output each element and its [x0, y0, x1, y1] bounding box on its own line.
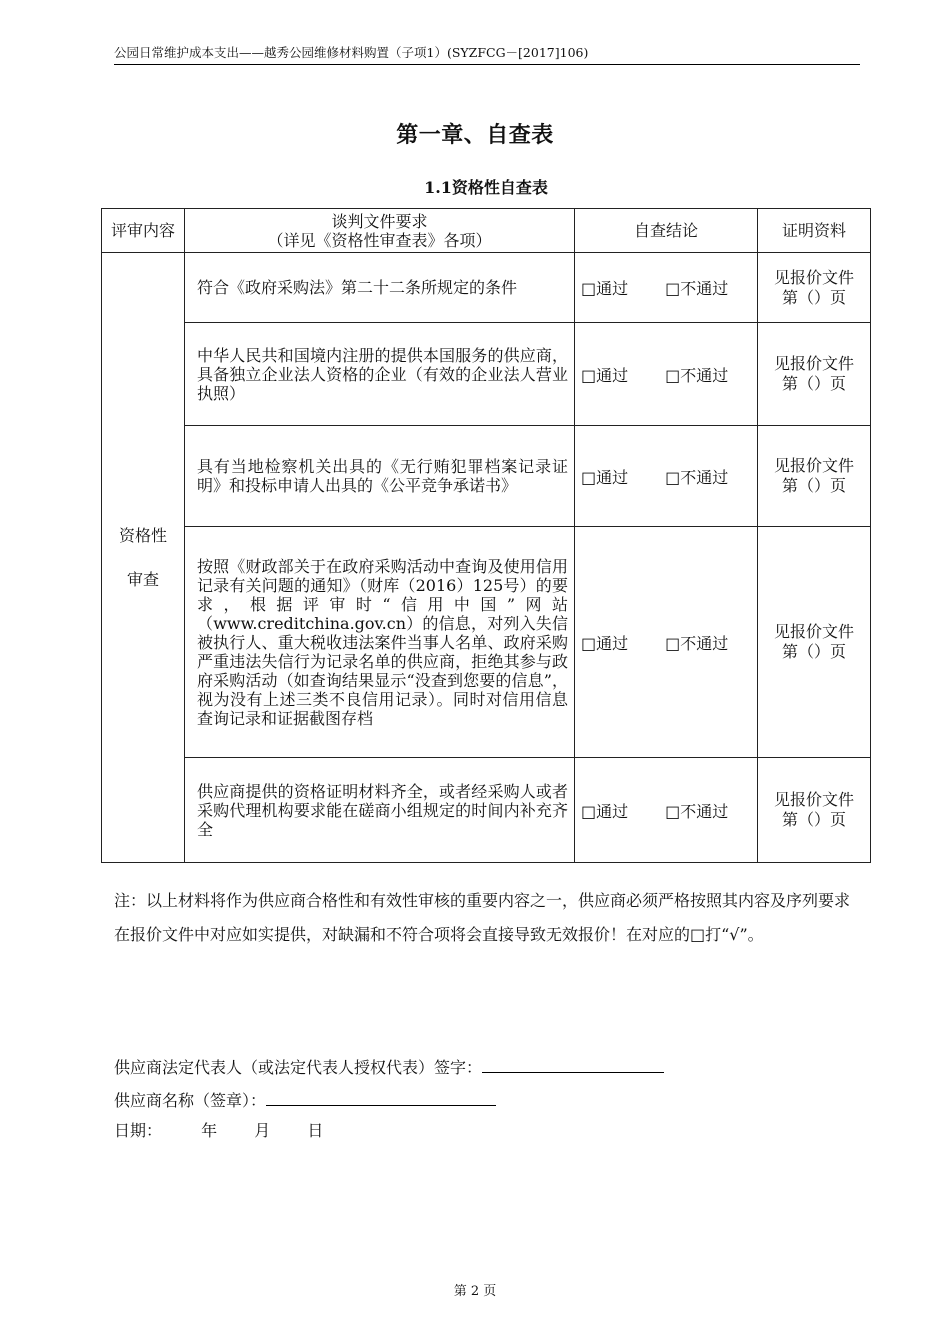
- note-paragraph: 注：以上材料将作为供应商合格性和有效性审核的重要内容之一，供应商必须严格按照其内容及序列要求在报价文件中对应如实提供，对缺漏和不符合项将会直接导致无效报价！在对应的□打“√”。: [114, 891, 851, 944]
- category-cell: [102, 253, 185, 863]
- date-label: 日期：: [114, 1121, 163, 1140]
- header-requirement: [185, 209, 575, 253]
- table-row: [102, 323, 871, 426]
- result-cell: [575, 527, 758, 758]
- representative-signature-field[interactable]: [482, 1054, 664, 1073]
- proof-line2: 第（）页: [781, 810, 846, 829]
- date-year: 年: [201, 1121, 218, 1140]
- date-month: 月: [254, 1121, 271, 1140]
- header-requirement-line2: （详见《资格性审查表》各项）: [267, 230, 492, 250]
- table-row: [102, 527, 871, 758]
- proof-line1: 见报价文件: [773, 622, 854, 641]
- supplier-name-label: 供应商名称（签章）：: [114, 1091, 267, 1110]
- proof-line1: 见报价文件: [773, 790, 854, 809]
- result-cell: [575, 426, 758, 527]
- proof-cell: [758, 323, 871, 426]
- requirement-cell: 中华人民共和国境内注册的提供本国服务的供应商，具备独立企业法人资格的企业（有效的企业法人营业执照）: [185, 323, 575, 426]
- table-row: [102, 426, 871, 527]
- proof-cell: [758, 426, 871, 527]
- pass-checkbox[interactable]: □通过: [581, 467, 629, 487]
- date-line: [114, 1120, 323, 1142]
- table-header-row: [102, 209, 871, 253]
- proof-cell: [758, 758, 871, 863]
- proof-cell: [758, 253, 871, 323]
- pass-checkbox[interactable]: □通过: [581, 279, 629, 298]
- fail-checkbox[interactable]: □不通过: [665, 801, 729, 821]
- proof-line2: 第（）页: [781, 374, 846, 393]
- fail-checkbox[interactable]: □不通过: [665, 633, 729, 653]
- result-cell: [575, 323, 758, 426]
- requirement-cell: 按照《财政部关于在政府采购活动中查询及使用信用记录有关问题的通知》（财库（2016）125号）的要求，根据评审时“信用中国”网站（www.creditchina.gov.cn）的信息，对列入失信被执行人、重大税收违法案件当事人名单、政府采购严重违法失信行为记录名单的供应商，拒绝其参与政府采购活动（如查询结果显示“没查到您要的信息”，视为没有上述三类不良信用记录）。同时对信用信息查询记录和证据截图存档: [185, 527, 575, 758]
- pass-checkbox[interactable]: □通过: [581, 633, 629, 653]
- category-line2: 审查: [126, 569, 159, 589]
- requirement-cell: 符合《政府采购法》第二十二条所规定的条件: [185, 253, 575, 323]
- proof-line2: 第（）页: [781, 642, 846, 661]
- page-header: 公园日常维护成本支出——越秀公园维修材料购置（子项1）(SYZFCG－[2017]106): [114, 44, 860, 65]
- table-row: [102, 758, 871, 863]
- fail-checkbox[interactable]: □不通过: [665, 467, 729, 487]
- header-proof: 证明资料: [758, 209, 871, 253]
- supplier-name-line: [114, 1087, 496, 1112]
- header-result: 自查结论: [575, 209, 758, 253]
- requirement-cell: 具有当地检察机关出具的《无行贿犯罪档案记录证明》和投标申请人出具的《公平竞争承诺书》: [185, 426, 575, 527]
- header-requirement-line1: 谈判文件要求: [331, 211, 428, 231]
- pass-checkbox[interactable]: □通过: [581, 801, 629, 821]
- chapter-title: 第一章、自查表: [396, 122, 554, 148]
- table-row: [102, 253, 871, 323]
- proof-line2: 第（）页: [781, 287, 846, 307]
- category-line1: 资格性: [118, 525, 167, 545]
- proof-line1: 见报价文件: [773, 354, 854, 373]
- representative-label: 供应商法定代表人（或法定代表人授权代表）签字：: [114, 1058, 483, 1077]
- header-category: 评审内容: [102, 209, 185, 253]
- proof-line1: 见报价文件: [773, 267, 854, 287]
- qualification-check-table: [101, 208, 871, 863]
- result-cell: [575, 758, 758, 863]
- date-day: 日: [307, 1121, 324, 1140]
- representative-signature-line: [114, 1054, 664, 1079]
- pass-checkbox[interactable]: □通过: [581, 365, 629, 385]
- requirement-cell: 供应商提供的资格证明材料齐全，或者经采购人或者采购代理机构要求能在磋商小组规定的时间内补充齐全: [185, 758, 575, 863]
- fail-checkbox[interactable]: □不通过: [665, 365, 729, 385]
- proof-line1: 见报价文件: [773, 456, 854, 475]
- result-cell: [575, 253, 758, 323]
- page-number: 第 2 页: [453, 1284, 497, 1299]
- fail-checkbox[interactable]: □不通过: [665, 279, 729, 298]
- section-title: 1.1资格性自查表: [424, 178, 548, 197]
- supplier-name-field[interactable]: [266, 1087, 496, 1106]
- proof-cell: [758, 527, 871, 758]
- proof-line2: 第（）页: [781, 476, 846, 495]
